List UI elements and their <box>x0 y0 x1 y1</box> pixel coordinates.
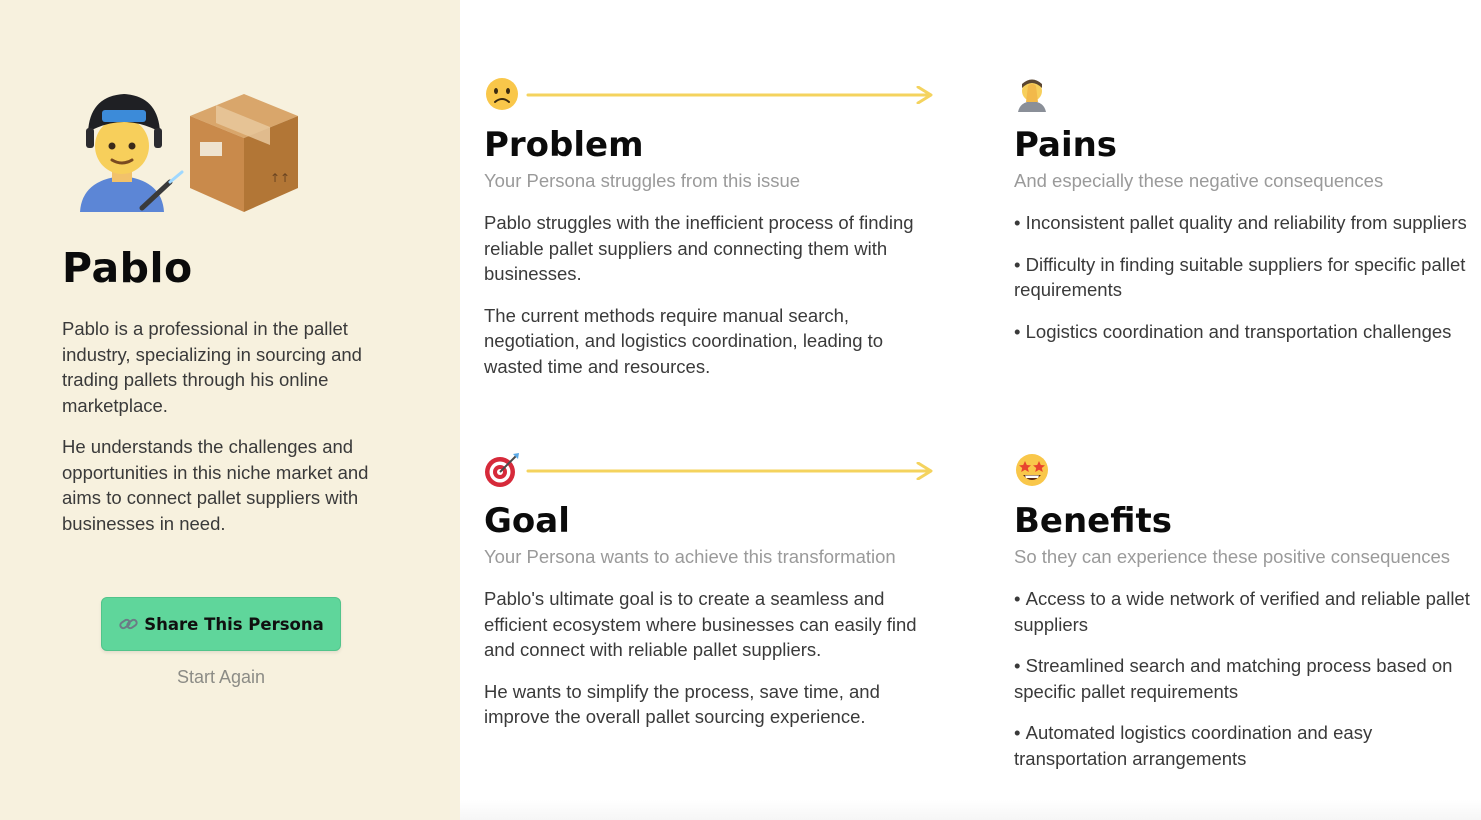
problem-paragraph: Pablo struggles with the inefficient process of finding reliable pallet suppliers and connecting them with businesses. <box>484 212 914 284</box>
arrow-right-icon <box>526 86 936 104</box>
facepalm-icon <box>1014 76 1050 112</box>
list-item: • Logistics coordination and transportation challenges <box>1014 319 1474 345</box>
start-again-link[interactable]: Start Again <box>176 667 266 687</box>
list-item: • Streamlined search and matching process based on specific pallet requirements <box>1014 653 1474 704</box>
benefits-card <box>1014 452 1474 787</box>
frowning-face-icon <box>484 76 520 112</box>
pains-subtitle: And especially these negative consequences <box>1014 170 1384 191</box>
list-item: • Difficulty in finding suitable suppliers for specific pallet requirements <box>1014 252 1474 303</box>
package-box-icon <box>184 90 304 215</box>
goal-paragraph: He wants to simplify the process, save time, and improve the overall pallet sourcing experience. <box>484 680 880 727</box>
benefits-title: Benefits <box>1014 501 1172 541</box>
bio-paragraph: Pablo is a professional in the pallet industry, specializing in sourcing and trading pallets through his online marketplace. <box>62 318 362 416</box>
bottom-edge <box>460 800 1481 820</box>
problem-subtitle: Your Persona struggles from this issue <box>484 170 801 191</box>
share-button-label: Share This Persona <box>144 614 324 634</box>
goal-title: Goal <box>484 501 570 541</box>
bio-paragraph: He understands the challenges and opportunities in this niche market and aims to connect pallet suppliers with businesses in need. <box>62 436 369 534</box>
list-item: • Access to a wide network of verified and reliable pallet suppliers <box>1014 586 1474 637</box>
svg-text:↑↑: ↑↑ <box>270 171 291 185</box>
link-icon <box>118 615 140 633</box>
pains-card <box>1014 76 1474 360</box>
list-item: • Inconsistent pallet quality and reliability from suppliers <box>1014 210 1474 236</box>
pains-list <box>1014 210 1474 344</box>
benefits-list <box>1014 586 1474 771</box>
persona-name: Pablo <box>62 244 193 292</box>
goal-paragraph: Pablo's ultimate goal is to create a seamless and efficient ecosystem where businesses can easily find and connect with reliable pallet suppliers. <box>484 588 917 660</box>
problem-card <box>484 76 934 395</box>
goal-card <box>484 452 934 746</box>
persona-bio <box>62 316 392 552</box>
benefits-subtitle: So they can experience these positive consequences <box>1014 546 1451 567</box>
problem-paragraph: The current methods require manual search, negotiation, and logistics coordination, leading to wasted time and resources. <box>484 304 884 377</box>
direct-hit-target-icon <box>484 452 520 488</box>
star-struck-face-icon <box>1014 452 1050 488</box>
share-persona-button[interactable] <box>101 597 341 651</box>
list-item: • Automated logistics coordination and easy transportation arrangements <box>1014 720 1474 771</box>
arrow-right-icon <box>526 462 936 480</box>
goal-subtitle: Your Persona wants to achieve this transformation <box>484 546 896 567</box>
persona-sidebar <box>0 0 460 820</box>
pains-title: Pains <box>1014 125 1118 165</box>
problem-title: Problem <box>484 125 644 165</box>
